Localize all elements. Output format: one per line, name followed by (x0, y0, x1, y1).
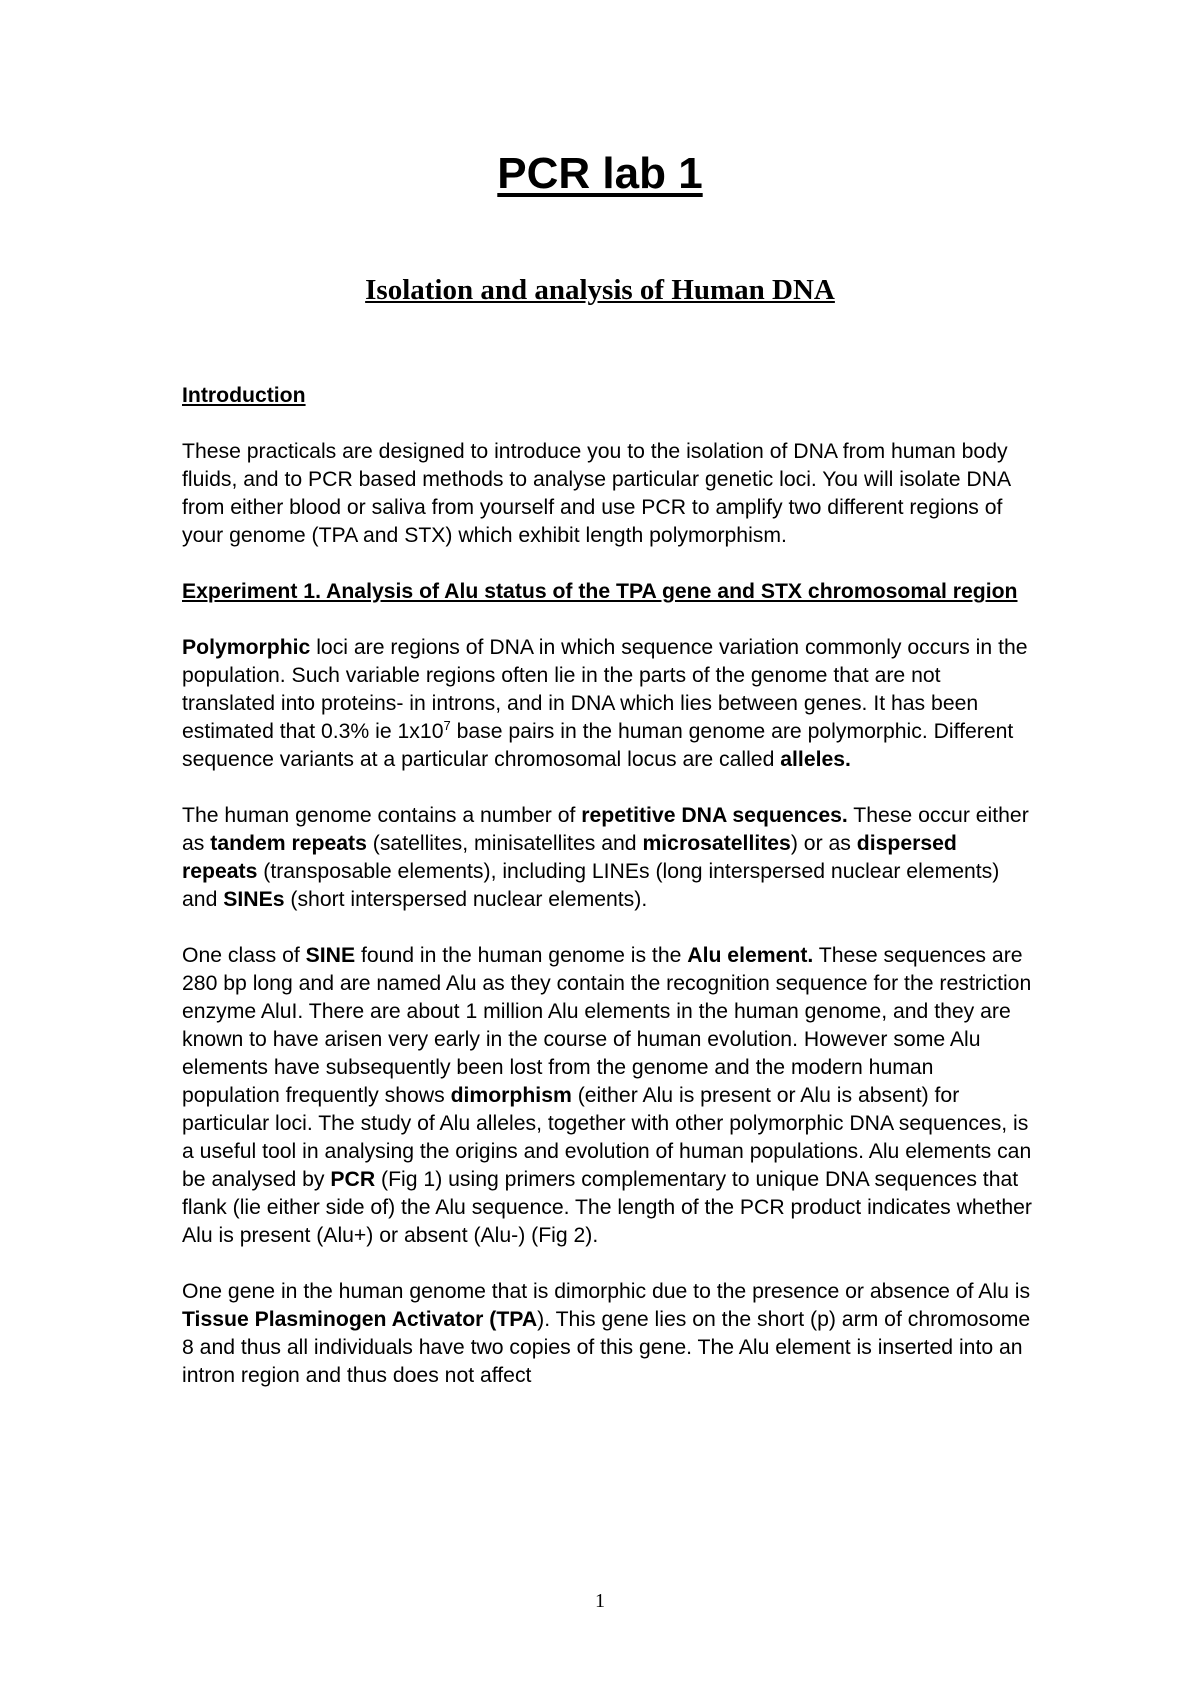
term-dispersed-repeats: dispersed repeats (182, 832, 957, 883)
experiment-1-heading: Experiment 1. Analysis of Alu status of the TPA gene and STX chromosomal region (182, 580, 1018, 603)
document-title: PCR lab 1 (497, 149, 703, 198)
document-body (182, 382, 1032, 1390)
term-dimorphism: dimorphism (450, 1084, 572, 1107)
term-microsatellites: microsatellites (642, 832, 791, 855)
exponent: 7 (443, 718, 451, 733)
document-subtitle: Isolation and analysis of Human DNA (365, 274, 835, 306)
page-number: 1 (595, 1590, 605, 1612)
tpa-gene-paragraph: One gene in the human genome that is dimorphic due to the presence or absence of Alu is Tissue Plasminogen Activator (TPA). This gene lies on the short (p) arm of chromosome 8 and thus all individuals have two copies of this gene. The Alu element is inserted into an intron region and thus does not affect (182, 1280, 1031, 1387)
term-tandem-repeats: tandem repeats (210, 832, 367, 855)
polymorphic-loci-paragraph: Polymorphic loci are regions of DNA in which sequence variation commonly occurs in the population. Such variable regions often lie in the parts of the genome that are not translated into proteins- in introns, and in DNA which lies between genes. It has been estimated that 0.3% ie $1x10^7$ base pairs in the human genome are polymorphic. Different sequence variants at a particular chromosomal locus are called alleles. (182, 636, 1028, 771)
term-sines: SINEs (223, 888, 285, 911)
term-pcr: PCR (330, 1168, 376, 1191)
repetitive-dna-paragraph: The human genome contains a number of repetitive DNA sequences. These occur either as tandem repeats (satellites, minisatellites and microsatellites) or as dispersed repeats (transposable elements), including LINEs (long interspersed nuclear elements) and SINEs (short interspersed nuclear elements). (182, 804, 1029, 911)
term-tpa: Tissue Plasminogen Activator (TPA (182, 1308, 538, 1331)
term-polymorphic: Polymorphic (182, 636, 311, 659)
introduction-paragraph: These practicals are designed to introduce you to the isolation of DNA from human body fluids, and to PCR based methods to analyse particular genetic loci. You will isolate DNA from either blood or saliva from yourself and use PCR to amplify two different regions of your genome (TPA and STX) which exhibit length polymorphism. (182, 440, 1010, 547)
alu-element-paragraph: One class of SINE found in the human genome is the Alu element. These sequences are 280 bp long and are named Alu as they contain the recognition sequence for the restriction enzyme AluI. There are about 1 million Alu elements in the human genome, and they are known to have arisen very early in the course of human evolution. However some Alu elements have subsequently been lost from the genome and the modern human population frequently shows dimorphism (either Alu is present or Alu is absent) for particular loci. The study of Alu alleles, together with other polymorphic DNA sequences, is a useful tool in analysing the origins and evolution of human populations. Alu elements can be analysed by PCR (Fig 1) using primers complementary to unique DNA sequences that flank (lie either side of) the Alu sequence. The length of the PCR product indicates whether Alu is present (Alu+) or absent (Alu-) (Fig 2). (182, 944, 1032, 1247)
term-sine: SINE (305, 944, 356, 967)
term-repetitive-dna: repetitive DNA sequences. (581, 804, 848, 827)
introduction-heading: Introduction (182, 384, 306, 407)
term-alleles: alleles. (780, 748, 851, 771)
term-alu-element: Alu element. (687, 944, 814, 967)
